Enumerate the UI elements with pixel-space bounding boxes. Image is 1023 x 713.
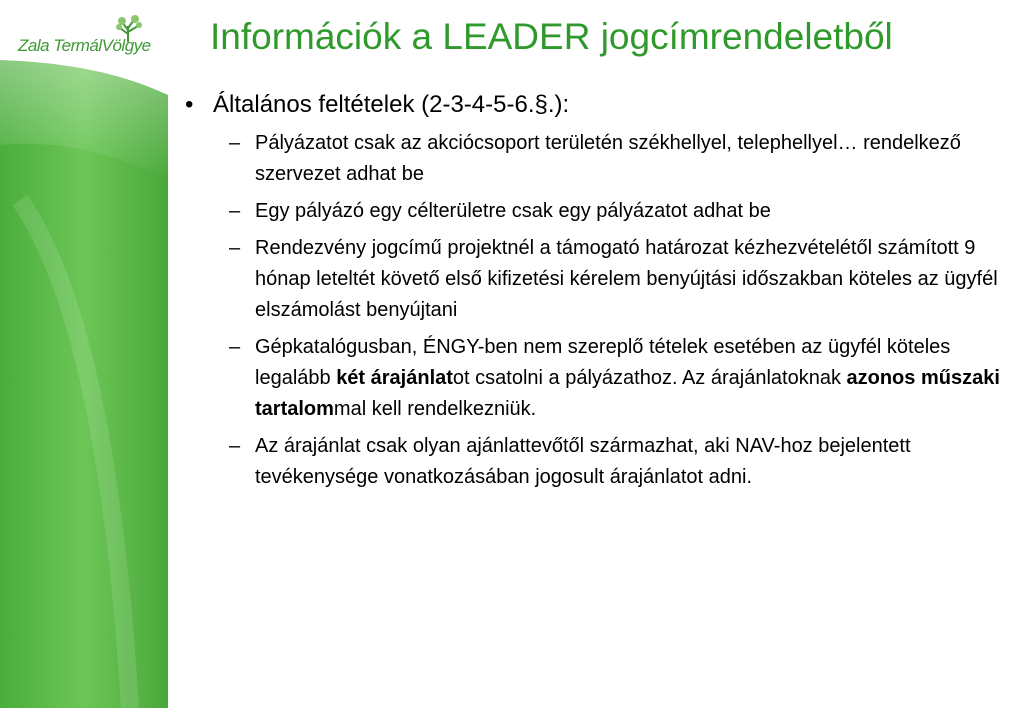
sub-bullet-item [185,128,1005,190]
bold-emphasis: két árajánlat [336,367,453,389]
sub-bullet-item [185,431,1005,493]
logo [18,14,178,66]
sub-bullet-text: Rendezvény jogcímű projektnél a támogató határozat kézhezvételétől számított 9 hónap leteltét követő első kifizetési kérelem benyújtási időszakban köteles az ügyfél elszámolást benyújtani [255,237,998,321]
sub-bullet-list [185,128,1015,493]
sub-bullet-text: Egy pályázó egy célterületre csak egy pályázatot adhat be [255,200,771,222]
dash-icon: – [229,336,241,358]
sub-bullet-text: Pályázatot csak az akciócsoport területén székhellyel, telephellyel… rendelkező szervezet adhat be [255,132,961,185]
sidebar-decoration [0,0,168,708]
bullet-item [185,90,1015,120]
slide-content [185,90,1015,499]
sub-bullet-text-part: mal kell rendelkezniük. [333,398,537,420]
sub-bullet-item [185,233,1005,326]
dash-icon: – [229,237,241,259]
sub-bullet-text: Az árajánlat csak olyan ajánlattevőtől származhat, aki NAV-hoz bejelentett tevékenysége vonatkozásában jogosult árajánlatot adni. [255,435,911,488]
logo-text: Zala TermálVölgye [18,36,151,55]
bullet-dot-icon: • [185,91,194,118]
dash-icon: – [229,435,241,457]
dash-icon: – [229,132,241,154]
sub-bullet-item [185,332,1005,425]
bold-emphasis: azonos műszaki tartalom [255,367,1000,420]
sub-bullet-text-part: Gépkatalógusban, ÉNGY-ben nem szereplő tételek esetében az ügyfél köteles legalább [255,336,951,389]
page-title: Információk a LEADER jogcímrendeletből [210,16,893,57]
sub-bullet-item [185,196,1005,227]
bullet-label: Általános feltételek (2-3-4-5-6.§.): [213,91,570,118]
sub-bullet-text-part: ot csatolni a pályázathoz. Az árajánlatoknak [452,367,847,389]
green-gradient-panel [0,0,168,708]
dash-icon: – [229,200,241,222]
